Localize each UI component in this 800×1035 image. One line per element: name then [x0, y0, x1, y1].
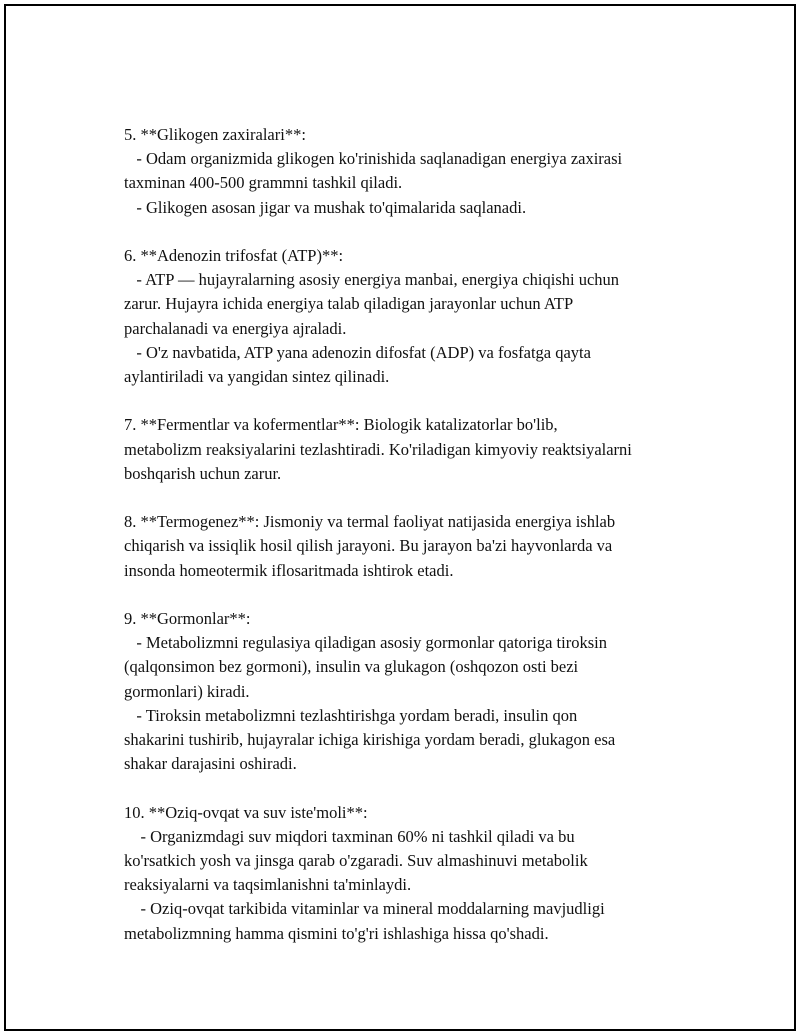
text-line: - Glikogen asosan jigar va mushak to'qimalarida saqlanadi. — [124, 197, 527, 217]
text-line: - O'z navbatida, ATP yana adenozin difosfat (ADP) va fosfatga qayta — [124, 342, 591, 362]
text-line: shakarini tushirib, hujayralar ichiga kirishiga yordam beradi, glukagon esa — [124, 730, 616, 750]
text-line: shakar darajasini oshiradi. — [124, 754, 297, 774]
text-line: taxminan 400-500 grammni tashkil qiladi. — [124, 173, 403, 193]
section-heading: 6. **Adenozin trifosfat (ATP)**: — [124, 246, 344, 265]
text-line: insonda homeotermik iflosaritmada ishtirok etadi. — [124, 560, 454, 580]
section-oziq-ovqat — [124, 801, 704, 946]
section-heading: 9. **Gormonlar**: — [124, 609, 251, 628]
section-termogenez — [124, 510, 704, 583]
text-line: - Tiroksin metabolizmni tezlashtirishga yordam beradi, insulin qon — [124, 705, 578, 725]
text-line: aylantiriladi va yangidan sintez qilinadi. — [124, 367, 390, 387]
section-fermentlar — [124, 413, 704, 486]
text-line: (qalqonsimon bez gormoni), insulin va glukagon (oshqozon osti bezi — [124, 657, 579, 677]
section-heading: 7. **Fermentlar va kofermentlar**: Biologik katalizatorlar bo'lib, — [124, 415, 558, 435]
section-heading: 8. **Termogenez**: Jismoniy va termal faoliyat natijasida energiya ishlab — [124, 512, 616, 532]
text-line: parchalanadi va energiya ajraladi. — [124, 318, 347, 338]
section-glikogen — [124, 123, 704, 220]
text-line: - ATP — hujayralarning asosiy energiya manbai, energiya chiqishi uchun — [124, 270, 620, 290]
text-line: reaksiyalarni va taqsimlanishni ta'minlaydi. — [124, 875, 412, 895]
text-line: ko'rsatkich yosh va jinsga qarab o'zgaradi. Suv almashinuvi metabolik — [124, 851, 588, 871]
text-line: zarur. Hujayra ichida energiya talab qiladigan jarayonlar uchun ATP — [124, 294, 574, 314]
page-frame — [4, 4, 796, 1031]
section-atp — [124, 244, 704, 389]
text-line: metabolizmning hamma qismini to'g'ri ishlashiga hissa qo'shadi. — [124, 923, 549, 943]
section-gormonlar — [124, 607, 704, 776]
text-line: - Metabolizmni regulasiya qiladigan asosiy gormonlar qatoriga tiroksin — [124, 633, 607, 653]
text-line: - Oziq-ovqat tarkibida vitaminlar va mineral moddalarning mavjudligi — [124, 899, 605, 919]
text-line: chiqarish va issiqlik hosil qilish jarayoni. Bu jarayon ba'zi hayvonlarda va — [124, 536, 613, 556]
text-line: - Odam organizmida glikogen ko'rinishida saqlanadigan energiya zaxirasi — [124, 149, 623, 169]
text-line: gormonlari) kiradi. — [124, 681, 250, 701]
document-body — [124, 123, 704, 970]
text-line: boshqarish uchun zarur. — [124, 463, 282, 483]
text-line: - Organizmdagi suv miqdori taxminan 60% ni tashkil qiladi va bu — [124, 826, 575, 846]
section-heading: 5. **Glikogen zaxiralari**: — [124, 125, 306, 144]
text-line: metabolizm reaksiyalarini tezlashtiradi. Ko'riladigan kimyoviy reaktsiyalarni — [124, 439, 632, 459]
section-heading: 10. **Oziq-ovqat va suv iste'moli**: — [124, 802, 368, 822]
